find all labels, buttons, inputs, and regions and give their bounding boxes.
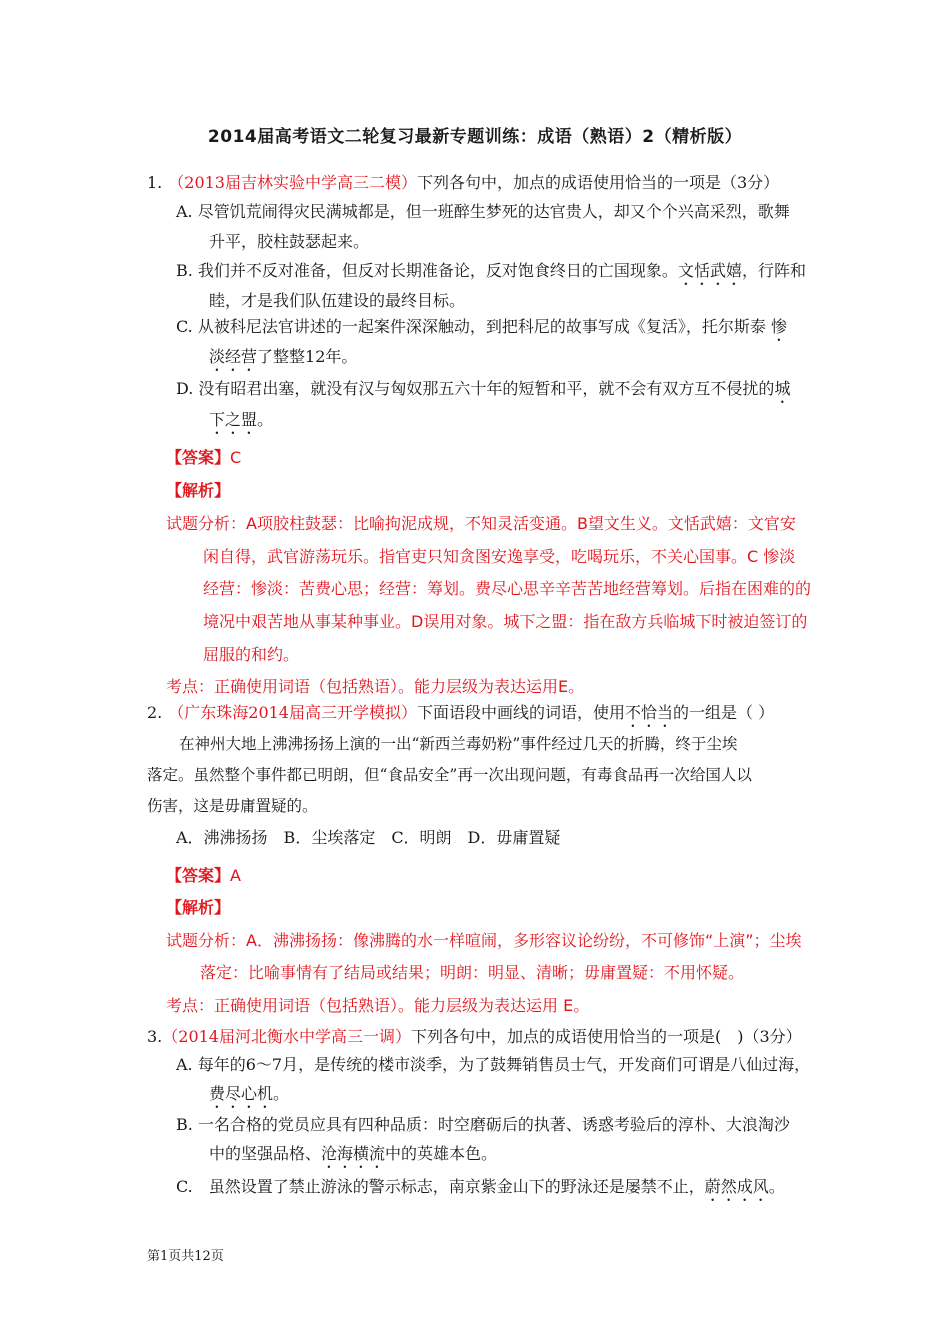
option-a-line-1: A. 尽管饥荒闹得灾民满城都是，但一班醉生梦死的达官贵人，却又个个兴高采烈，歌舞 (176, 202, 790, 221)
answer-value: C (230, 448, 242, 467)
option-b-line-2: 睦，才是我们队伍建设的最终目标。 (209, 291, 466, 310)
option-text: 了整整12年。 (257, 347, 358, 366)
document-title: 2014届高考语文二轮复习最新专题训练：成语（熟语）2（精析版） (207, 127, 743, 147)
option-b-line-2 (209, 1143, 497, 1172)
question-1-stem (147, 172, 779, 194)
analysis-line: 落定：比喻事情有了结局或结果；明朗：明显、清晰；毋庸置疑：不用怀疑。 (200, 963, 745, 982)
option-a-line-2 (209, 1083, 289, 1112)
option-b-line-1 (176, 260, 806, 289)
dotted-idiom: 蔚然成风 (704, 1177, 769, 1196)
analysis-line: 境况中艰苦地从事某种事业。D误用对象。城下之盟：指在敌方兵临城下时被迫签订的 (203, 612, 808, 631)
question-3-stem (147, 1026, 802, 1048)
question-number: 2. (147, 703, 163, 722)
dotted-idiom: 费尽心机 (209, 1084, 274, 1103)
dotted-word: 不恰当 (625, 703, 674, 722)
option-d-line-1 (176, 378, 790, 407)
option-b-line-1: B. 一名合格的党员应具有四种品质：时空磨砺后的执著、诱惑考验后的淳朴、大浪淘沙 (176, 1115, 790, 1134)
page-footer: 第1页共12页 (147, 1249, 224, 1264)
dotted-idiom: 惨 (770, 317, 787, 336)
option-a-line-1: A. 每年的6～7月，是传统的楼市淡季，为了鼓舞销售员士气，开发商们可谓是八仙过海， (176, 1055, 811, 1074)
dotted-idiom: 下之盟 (209, 410, 258, 429)
question-source: （2014届河北衡水中学高三一调） (162, 1027, 411, 1046)
analysis-line: 试题分析：A．沸沸扬扬：像沸腾的水一样喧闹，多形容议论纷纷，不可修饰“上演”；尘埃 (166, 931, 802, 950)
option-text: C. 虽然设置了禁止游泳的警示标志，南京紫金山下的野泳还是屡禁不止， (176, 1177, 705, 1196)
option-text: C. 从被科尼法官讲述的一起案件深深触动，到把科尼的故事写成《复活》，托尔斯泰 (176, 317, 771, 336)
passage-line: 伤害，这是毋庸置疑的。 (147, 797, 318, 815)
dotted-idiom: 文恬武嬉 (677, 261, 742, 280)
answer-label: 【答案】 (166, 866, 231, 885)
question-text: 的一组是（ ） (673, 703, 775, 722)
option-text: 。 (257, 410, 274, 429)
option-text: ，行阵和 (741, 261, 806, 280)
dotted-idiom: 沧海横流 (321, 1144, 386, 1163)
question-2-stem (147, 702, 774, 731)
question-source: （2013届吉林实验中学高三二模） (168, 173, 417, 192)
analysis-label: 【解析】 (166, 481, 231, 500)
question-text: 下列各句中，加点的成语使用恰当的一项是（3分） (417, 173, 780, 192)
option-text: 。 (768, 1177, 785, 1196)
analysis-line: 试题分析：A项胶柱鼓瑟：比喻拘泥成规，不知灵活变通。B望文生义。文恬武嬉：文官安 (166, 514, 796, 533)
passage-line: 落定。虽然整个事件都已明朗，但“食品安全”再一次出现问题，有毒食品再一次给国人以 (147, 766, 752, 784)
option-text: D. 没有昭君出塞，就没有汉与匈奴那五六十年的短暂和平，就不会有双方互不侵扰的 (176, 379, 775, 398)
answer-value: A (230, 866, 241, 885)
option-c-line-1 (176, 1176, 785, 1205)
question-text: 下列各句中，加点的成语使用恰当的一项是( )（3分） (411, 1027, 802, 1046)
analysis-line: 经营：惨淡：苦费心思；经营：筹划。费尽心思辛辛苦苦地经营筹划。后指在困难的的 (203, 579, 812, 598)
option-text: B. 我们并不反对准备，但反对长期准备论，反对饱食终日的亡国现象。 (176, 261, 678, 280)
kaodian-line: 考点：正确使用词语（包括熟语）。能力层级为表达运用 E。 (166, 996, 590, 1015)
options-line: A．沸沸扬扬 B．尘埃落定 C．明朗 D．毋庸置疑 (176, 828, 561, 847)
question-number: 1. (147, 173, 163, 192)
option-text: 中的坚强品格、 (209, 1144, 322, 1163)
kaodian-line: 考点：正确使用词语（包括熟语）。能力层级为表达运用E。 (166, 677, 585, 696)
dotted-idiom: 淡经营 (209, 347, 258, 366)
option-d-line-2 (209, 409, 273, 438)
question-text: 下面语段中画线的词语，使用 (417, 703, 626, 722)
question-source: （广东珠海2014届高三开学模拟） (168, 703, 417, 722)
analysis-line: 屈服的和约。 (203, 645, 300, 664)
option-c-line-1 (176, 316, 787, 345)
analysis-label: 【解析】 (166, 898, 231, 917)
option-text: 。 (273, 1084, 290, 1103)
question-number: 3. (147, 1027, 163, 1046)
answer-line (166, 865, 241, 887)
option-text: 中的英雄本色。 (385, 1144, 498, 1163)
answer-line (166, 447, 241, 469)
passage-line: 在神州大地上沸沸扬扬上演的一出“新西兰毒奶粉”事件经过几天的折腾，终于尘埃 (179, 735, 738, 753)
option-c-line-2 (209, 346, 357, 375)
option-a-line-2: 升平，胶柱鼓瑟起来。 (209, 232, 370, 251)
dotted-idiom: 城 (774, 379, 791, 398)
answer-label: 【答案】 (166, 448, 231, 467)
analysis-line: 闲自得，武官游荡玩乐。指官吏只知贪图安逸享受，吃喝玩乐，不关心国事。C 惨淡 (203, 547, 796, 566)
